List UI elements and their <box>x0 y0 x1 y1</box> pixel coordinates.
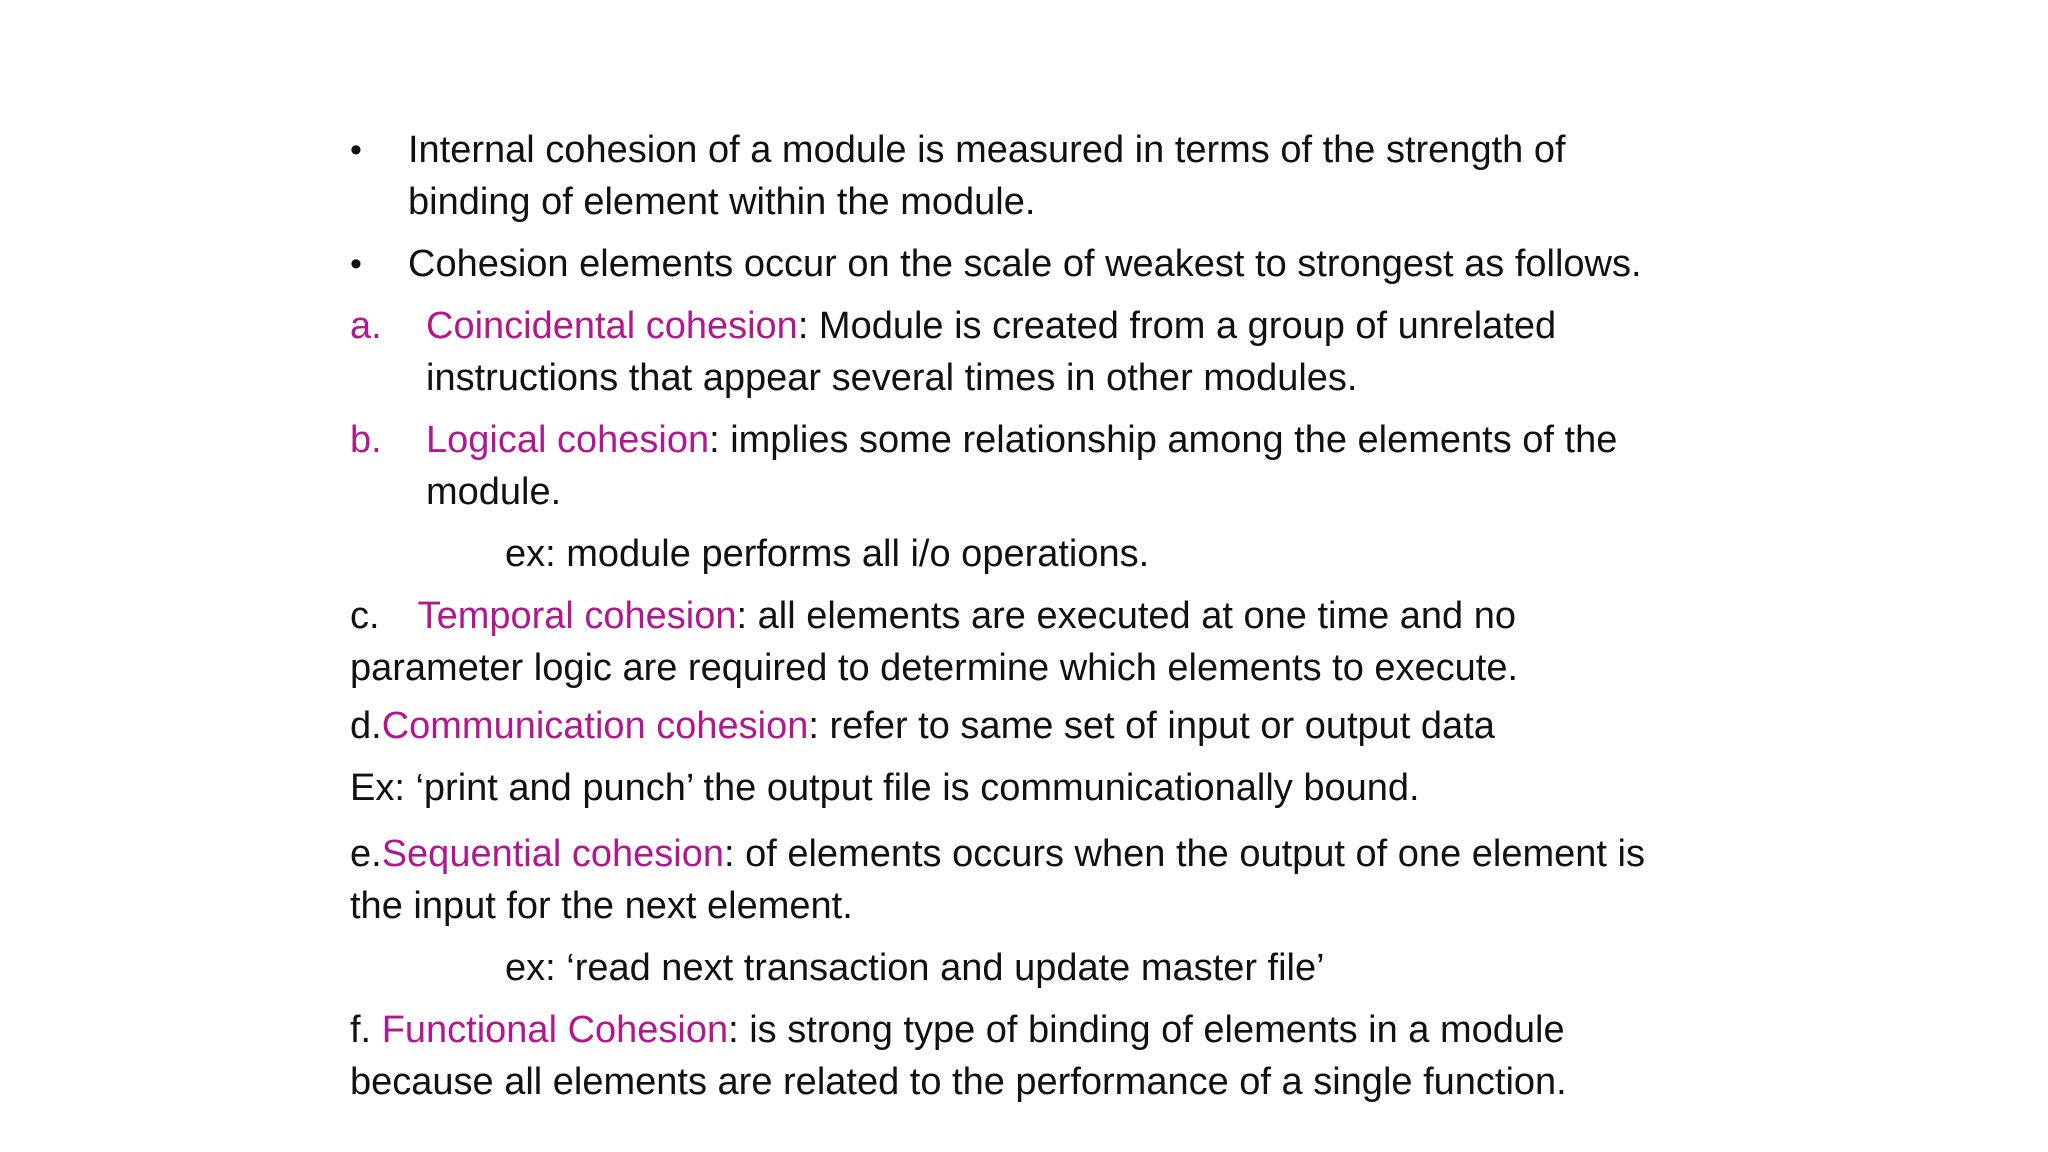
bullet-2-line-1: Cohesion elements occur on the scale of weakest to strongest as follows. <box>408 243 1642 285</box>
item-a-line-2: instructions that appear several times in other modules. <box>426 357 1358 399</box>
item-f-line-2: because all elements are related to the performance of a single function. <box>350 1061 1567 1103</box>
item-d-term: Communication cohesion <box>381 705 809 747</box>
item-b-example: ex: module performs all i/o operations. <box>505 533 1150 575</box>
item-a-marker: a. <box>350 305 382 347</box>
item-a-line-1 <box>426 300 1556 352</box>
item-d-example: Ex: ‘print and punch’ the output file is communicationally bound. <box>350 767 1420 809</box>
bullet-dot-icon: • <box>350 245 362 283</box>
item-e-line-2: the input for the next element. <box>350 885 853 927</box>
item-d-rest: : refer to same set of input or output data <box>808 705 1495 747</box>
item-f-rest: : is strong type of binding of elements in a module <box>728 1009 1565 1051</box>
bullet-1-line-2: binding of element within the module. <box>408 181 1036 223</box>
item-e-rest: : of elements occurs when the output of one element is <box>723 833 1645 875</box>
item-b-rest: : implies some relationship among the elements of the <box>709 419 1618 461</box>
item-c-line-2: parameter logic are required to determine which elements to execute. <box>350 647 1519 689</box>
item-b-marker: b. <box>350 419 382 461</box>
item-e-marker: e. <box>350 833 382 875</box>
item-c-rest: : all elements are executed at one time and no <box>736 595 1517 637</box>
item-d-marker: d. <box>350 705 382 747</box>
item-b-line-1 <box>426 414 1617 466</box>
item-e-line-1 <box>350 828 1645 880</box>
item-c-marker: c. <box>350 595 380 637</box>
item-d-line-1 <box>350 700 1495 752</box>
item-f-line-1 <box>350 1004 1565 1056</box>
item-b-line-2: module. <box>426 471 562 513</box>
bullet-1-line-1: Internal cohesion of a module is measured in terms of the strength of <box>408 129 1566 171</box>
item-e-term: Sequential cohesion <box>381 833 724 875</box>
item-a-term: Coincidental cohesion <box>426 305 798 347</box>
item-e-example: ex: ‘read next transaction and update master file’ <box>505 947 1325 989</box>
item-c-term: Temporal cohesion <box>417 595 737 637</box>
item-b-term: Logical cohesion <box>426 419 710 461</box>
item-a-rest: : Module is created from a group of unrelated <box>797 305 1557 347</box>
bullet-dot-icon: • <box>350 131 362 169</box>
item-f-marker: f. <box>350 1009 382 1051</box>
item-c-line-1 <box>350 590 1516 642</box>
item-f-term: Functional Cohesion <box>381 1009 729 1051</box>
